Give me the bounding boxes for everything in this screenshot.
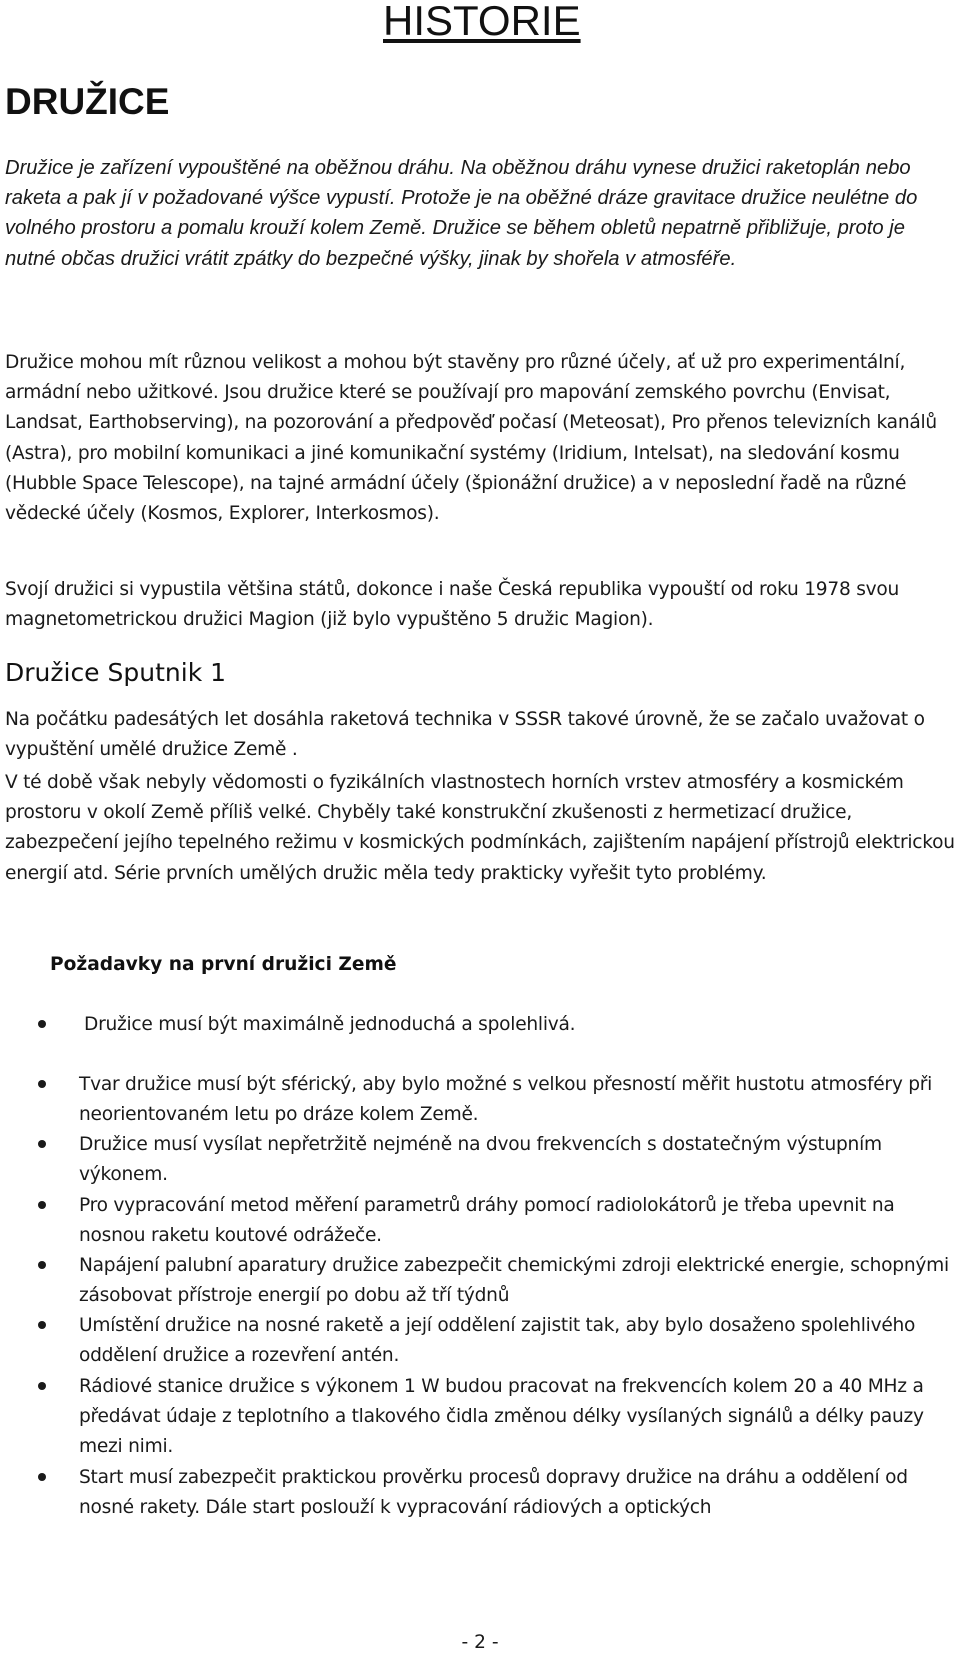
bullet-icon [38,1020,46,1028]
list-item-text: Rádiové stanice družice s výkonem 1 W budou pracovat na frekvencích kolem 20 a 40 MHz a předávat údaje z teplotního a tlakového čidla změnou délky vysílaných signálů a délky pauzy mezi nimi. [79,1376,924,1458]
list-item-text: Umístění družice na nosné raketě a její oddělení zajistit tak, aby bylo dosaženo spolehlivého oddělení družice a rozevření antén. [79,1315,916,1367]
list-item-text: Napájení palubní aparatury družice zabezpečit chemickými zdroji elektrické energie, schopnými zásobovat přístroje energií po dobu až tří týdnů [79,1255,949,1307]
sputnik-paragraph-2: V té době však nebyly vědomosti o fyzikálních vlastnostech horních vrstev atmosféry a kosmickém prostoru v okolí Země příliš velké. Chyběly také konstrukční zkušenosti z hermetizací družice, zabezpečení jejího tepelného režimu v kosmických podmínkách, zajištením napájení přístrojů elektrickou energií atd. Série prvních umělých družic měla tedy prakticky vyřešit tyto problémy. [5,772,955,884]
body-paragraph-uses: Družice mohou mít různou velikost a mohou být stavěny pro různé účely, ať už pro experimentální, armádní nebo užitkové. Jsou družice které se používají pro mapování zemského povrchu (Envisat, Landsat, Earthobserving), na pozorování a předpověď počasí (Meteosat), Pro přenos televizních kanálů (Astra), pro mobilní komunikaci a jiné komunikační systémy (Iridium, Intelsat), na sledování kosmu (Hubble Space Telescope), na tajné armádní účely (špionážní družice) a v neposlední řadě na různé vědecké účely (Kosmos, Explorer, Interkosmos). [5,352,937,525]
bullet-icon [38,1382,46,1390]
intro-paragraph: Družice je zařízení vypouštěné na oběžnou dráhu. Na oběžnou dráhu vynese družici raketoplán nebo raketa a pak jí v požadované výšce vypustí. Protože je na oběžné dráze gravitace družice neulétne do volného prostoru a pomalu krouží kolem Země. Družice se během obletů nepatrně přibližuje, proto je nutné občas družici vrátit zpátky do bezpečné výšky, jinak by shořela v atmosféře. [5,157,918,270]
list-item-text: Družice musí vysílat nepřetržitě nejméně na dvou frekvencích s dostatečným výstupním výkonem. [79,1134,882,1186]
section-heading: DRUŽICE [5,81,170,122]
bullet-icon [38,1140,46,1148]
bullet-icon [38,1473,46,1481]
requirements-heading: Požadavky na první družici Země [50,954,397,975]
bullet-icon [38,1201,46,1209]
list-item-text: Družice musí být maximálně jednoduchá a spolehlivá. [84,1014,576,1035]
list-item-text: Tvar družice musí být sférický, aby bylo možné s velkou přesností měřit hustotu atmosféry při neorientovaném letu po dráze kolem Země. [79,1074,933,1126]
bullet-icon [38,1080,46,1088]
body-paragraph-czech: Svojí družici si vypustila většina států, dokonce i naše Česká republika vypouští od roku 1978 svou magnetometrickou družici Magion (již bylo vypuštěno 5 družic Magion). [5,579,900,631]
bullet-icon [38,1321,46,1329]
list-item-text: Start musí zabezpečit praktickou prověrku procesů dopravy družice na dráhu a oddělení od nosné rakety. Dále start poslouží k vypracování rádiových a optických [79,1467,908,1519]
sputnik-paragraph-1: Na počátku padesátých let dosáhla raketová technika v SSSR takové úrovně, že se začalo uvažovat o vypuštění umělé družice Země . [5,709,925,761]
sputnik-heading: Družice Sputnik 1 [5,658,227,687]
page-title: HISTORIE [383,0,581,44]
bullet-icon [38,1261,46,1269]
list-item-text: Pro vypracování metod měření parametrů dráhy pomocí radiolokátorů je třeba upevnit na nosnou raketu koutové odrážeče. [79,1195,895,1247]
page-number: - 2 - [461,1632,499,1653]
